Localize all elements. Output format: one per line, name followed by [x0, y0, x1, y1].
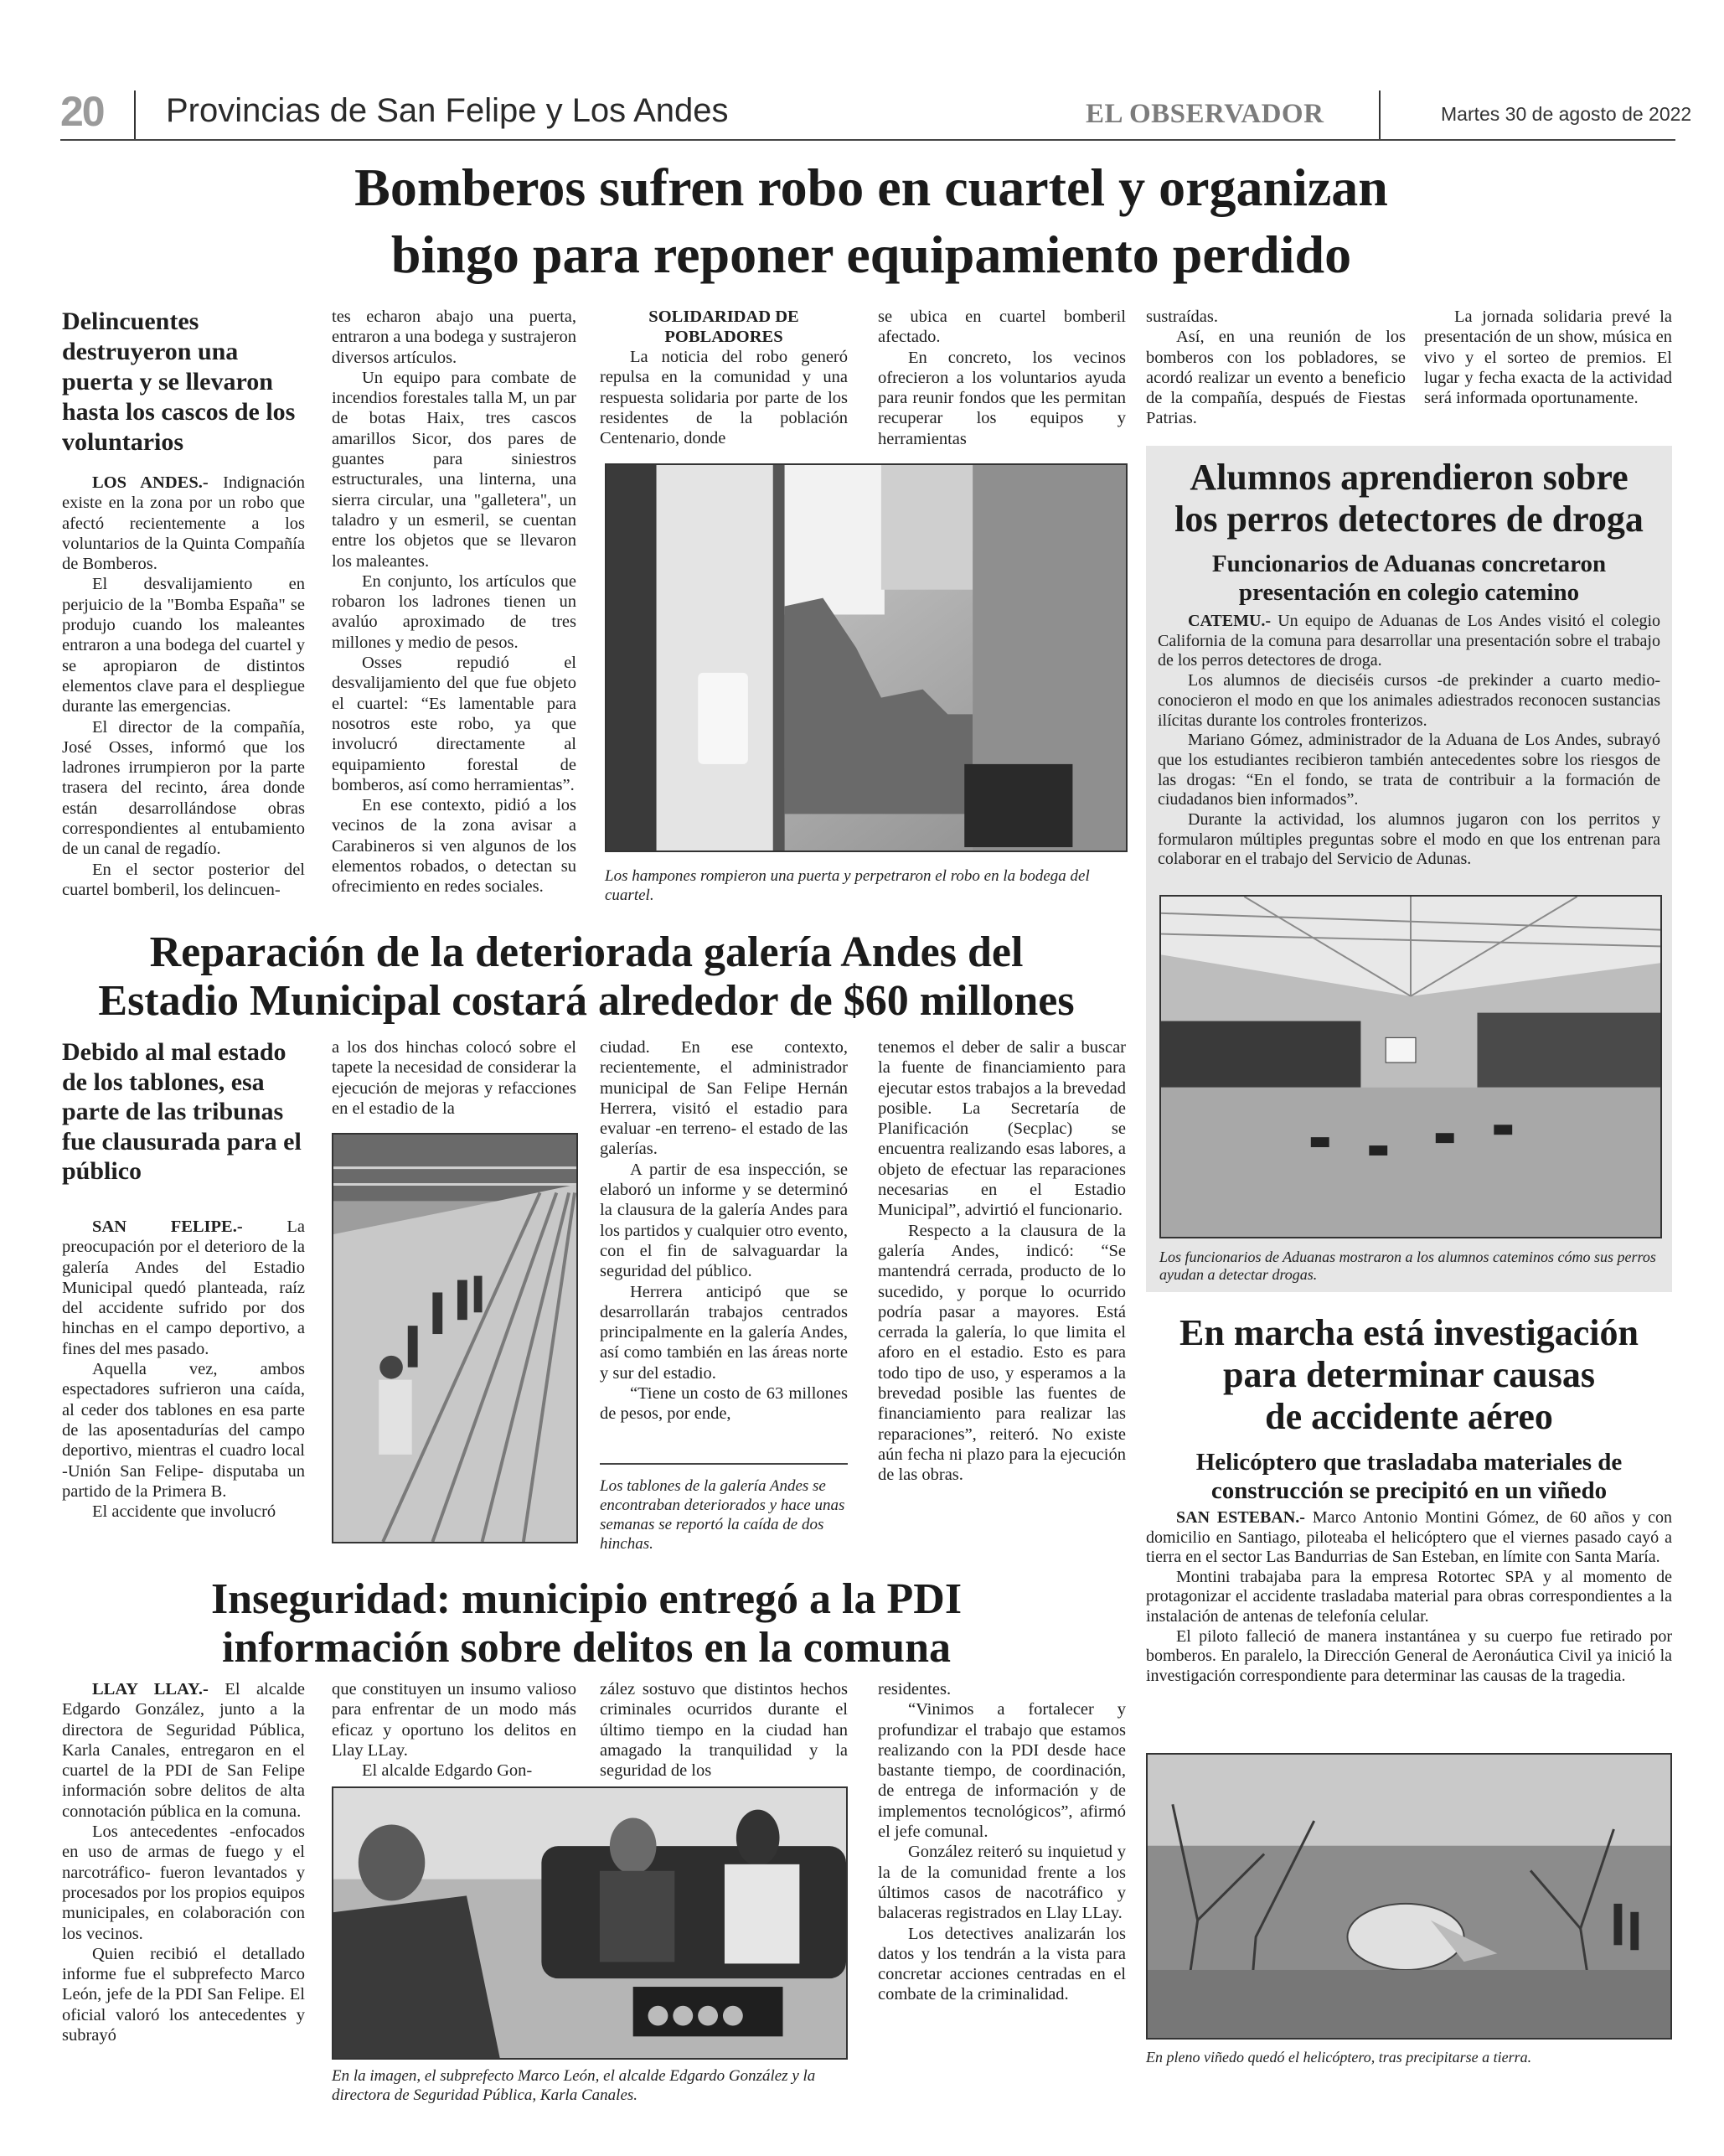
article-estadio-col3: ciudad. En ese contexto, recientemente, el administrador municipal de San Felipe Hernán Herrera, visitó el estadio para evaluar -en terreno- el estado de las galerías. A partir de esa inspección, se elaboró un informe y se determinó la clausura de la galería Andes para los partidos y cualquier otro evento, con el fin de salvaguardar la seguridad del público. Herrera anticipó que se desarrollarán trabajos centrados principalmente en la galería Andes, así como también en las áreas norte y sur del estadio. “Tiene un costo de 63 millones de pesos, por ende,	[600, 1038, 848, 1424]
paragraph: “Vinimos a fortalecer y profundizar el trabajo que estamos realizando con la PDI desde hace bastante tiempo, de coordinación, de entrega de información y de implementos tecnológicos”, afirmó el jefe comunal.	[878, 1700, 1126, 1842]
paragraph: Los detectives analizarán los datos y los tendrán a la vista para concretar acciones centradas en el combate de la criminalidad.	[878, 1924, 1126, 2004]
article-pdi-col2: que constituyen un insumo valioso para enfrentar de un modo más eficaz y oportuno los delitos en Llay LLay. El alcalde Edgardo Gon-	[332, 1680, 576, 1781]
article-bomberos-headline	[151, 154, 1592, 288]
article-helicoptero-body: SAN ESTEBAN.- Marco Antonio Montini Gómez, de 60 años y con domicilio en Santiago, piloteaba el helicóptero que el viernes pasado cayó a tierra en el sector Las Bandurrias de San Esteban, en límite con Santa María. Montini trabajaba para la empresa Rotortec SPA y al momento de protagonizar el accidente trasladaba material para obras correspondientes a la instalación de antenas de telefonía celular. El piloto falleció de manera instantánea y su cuerpo fue retirado por bomberos. En paralelo, la Dirección General de Aeronáutica Civil ya inició la investigación correspondiente para determinar las causas de la tragedia.	[1146, 1508, 1672, 1685]
issue-date: Martes 30 de agosto de 2022	[1441, 103, 1692, 125]
masthead-rule	[60, 139, 1675, 141]
photo-broken-door	[605, 463, 1128, 852]
article-pdi-headline	[42, 1575, 1131, 1673]
headline-line: de accidente aéreo	[1265, 1396, 1553, 1437]
article-aduanas-deck	[1146, 550, 1672, 607]
headline-line: Bomberos sufren robo en cuartel y organizan	[354, 158, 1388, 217]
headline-line: bingo para reponer equipamiento perdido	[390, 225, 1352, 284]
dateline: CATEMU.-	[1188, 612, 1272, 630]
paragraph: En ese contexto, pidió a los vecinos de la zona avisar a Carabineros si ven algunos de los elementos robados, o detectan su ofrecimiento en redes sociales.	[332, 796, 576, 897]
dateline: LLAY LLAY.-	[92, 1680, 209, 1698]
photo-gym-dogs	[1159, 895, 1662, 1238]
article-aduanas-headline	[1146, 457, 1672, 540]
article-bomberos-col3: SOLIDARIDAD DE POBLADORES La noticia del robo generó repulsa en la comunidad y una respuesta solidaria por parte de los residentes de la población Centenario, donde	[600, 308, 848, 448]
paragraph: Un equipo para combate de incendios forestales talla M, un par de botas Haix, tres cascos amarillos Sicor, dos pares de guantes para siniestros estructurales, una linterna, una sierra circular, una "galletera", un taladro y un esmeril, se cuentan entre los objetos que se llevaron los maleantes.	[332, 368, 576, 571]
meeting-image	[333, 1788, 846, 2058]
photo-stadium-bleachers	[332, 1133, 578, 1543]
article-estadio-col1: SAN FELIPE.- La preocupación por el deterioro de la galería Andes del Estadio Municipal quedó planteada, raíz del accidente sufrido por dos hinchas en el campo deportivo, a fines del mes pasado. Aquella vez, ambos espectadores sufrieron una caída, al ceder dos tablones en esa parte de las aposentadurías del campo deportivo, mientras el cuadro local -Unión San Felipe- disputaba un partido de la Primera B. El accidente que involucró	[62, 1218, 305, 1522]
photo-caption: Los tablones de la galería Andes se encontraban deteriorados y hace unas semanas se reportó la caída de dos hinchas.	[600, 1477, 845, 1553]
masthead-divider	[1379, 90, 1381, 139]
article-bomberos-col5: sustraídas. Así, en una reunión de los bomberos con los pobladores, se acordó realizar un evento a beneficio de la compañía, después de Fiestas Patrias.	[1146, 308, 1406, 428]
article-aduanas-body: CATEMU.- Un equipo de Aduanas de Los Andes visitó el colegio California de la comuna para desarrollar una presentación sobre el trabajo de los perros detectores de droga. Los alumnos de dieciséis cursos -de prekinder a cuarto medio- conocieron el modo en que los animales adiestrados reconocen sustancias ilícitas durante los controles fronterizos. Mariano Gómez, administrador de la Aduana de Los Andes, subrayó que los estudiantes recibieron también antecedentes sobre los riesgos de las drogas: “En el fondo, se trata de contribuir a la formación de ciudadanos bien informados”. Durante la actividad, los alumnos jugaron con los perritos y formularon múltiples preguntas sobre el modo en que los entrenan para colaborar en el trabajo del Servicio de Adunas.	[1158, 612, 1661, 869]
photo-caption: Los hampones rompieron una puerta y perpetraron el robo en la bodega del cuartel.	[605, 867, 1090, 904]
dateline: SAN ESTEBAN.-	[1176, 1508, 1305, 1527]
paragraph: El director de la compañía, José Osses, informó que los ladrones irrumpieron por la parte trasera del recinto, área donde están desarrollándose obras correspondientes al entubamiento de un canal de regadío.	[62, 717, 305, 859]
paragraph: Osses repudió el desvalijamiento del que fue objeto el cuartel: “Es lamentable para nosotros este robo, ya que involucró directamente al equipamiento forestal de bomberos, así como herramientas”.	[332, 654, 576, 794]
headline-line: En marcha está investigación	[1179, 1312, 1639, 1353]
headline-line: los perros detectores de droga	[1174, 499, 1644, 540]
paragraph: Montini trabajaba para la empresa Rotortec SPA y al momento de protagonizar el accidente trasladaba material para obras correspondientes a la instalación de antenas de telefonía celular.	[1146, 1567, 1672, 1626]
headline-line: Reparación de la deteriorada galería Andes del	[149, 928, 1024, 976]
photo-helicopter-crash	[1146, 1753, 1672, 2040]
paragraph: Los antecedentes -enfocados en uso de armas de fuego y el narcotráfico- fueron levantados y procesados por los propios equipos municipales, en colaboración con los vecinos.	[62, 1823, 305, 1943]
headline-line: para determinar causas	[1222, 1354, 1596, 1395]
article-bomberos-col6	[1424, 307, 1672, 408]
article-estadio-col4: tenemos el deber de salir a buscar la fuente de financiamiento para ejecutar estos trabajos a la brevedad posible. La Secretaría de Planificación (Secplac) se encuentra realizando esas labores, a objeto de efectuar las reparaciones necesarias en el Estadio Municipal”, advirtió el funcionario. Respecto a la clausura de la galería Andes, indicó: “Se mantendrá cerrada, producto de lo sucedido, y porque lo ocurrido podría pasar a mayores. Está cerrada la galería, lo que limita el aforo en el estadio. Esto es para todo tipo de uso, y esperamos a la brevedad posible las fuentes de financiamiento para realizar las reparaciones”, reiteró. No existe aún fecha ni plazo para la ejecución de las obras.	[878, 1038, 1126, 1485]
paragraph: El piloto falleció de manera instantánea y su cuerpo fue retirado por bomberos. En paralelo, la Dirección General de Aeronáutica Civil ya inició la investigación correspondiente para determinar las causas de la tragedia.	[1146, 1626, 1672, 1685]
paragraph: A partir de esa inspección, se elaboró un informe y se determinó la clausura de la galería Andes para los partidos y cualquier otro evento, con el fin de salvaguardar la seguridad del público.	[600, 1160, 848, 1281]
headline-line: Inseguridad: municipio entregó a la PDI	[210, 1575, 963, 1623]
dateline: LOS ANDES.-	[92, 473, 209, 492]
section-title: Provincias de San Felipe y Los Andes	[166, 92, 729, 129]
article-bomberos-col4: se ubica en cuartel bomberil afectado. En concreto, los vecinos ofrecieron a los voluntarios ayuda para reunir fondos que les permitan recuperar los equipos y herramientas	[878, 308, 1126, 448]
paragraph: Los alumnos de dieciséis cursos -de prekinder a cuarto medio- conocieron el modo en que los animales adiestrados reconocen sustancias ilícitas durante los controles fronterizos.	[1158, 671, 1660, 730]
article-bomberos-deck: Delincuentes destruyeron una puerta y se llevaron hasta los cascos de los voluntarios	[62, 308, 296, 456]
paragraph: Respecto a la clausura de la galería Andes, indicó: “Se mantendrá cerrada, producto de lo sucedido, y porque lo ocurrido podría pasar a mayores. Está cerrada la galería, lo que limita el aforo en el estadio. Esto es para todo tipo de uso, y esperamos a la brevedad posible las fuentes de financiamiento para realizar las reparaciones”, reiteró. No existe aún fecha ni plazo para la ejecución de las obras.	[878, 1221, 1126, 1485]
article-helicoptero-headline	[1146, 1312, 1672, 1438]
paragraph: Durante la actividad, los alumnos jugaron con los perritos y formularon múltiples preguntas sobre el modo en que los entrenan para colaborar en el trabajo del Servicio de Adunas.	[1158, 810, 1660, 869]
article-bomberos-col1: LOS ANDES.- Indignación existe en la zona por un robo que afectó recientemente a los voluntarios de la Quinta Compañía de Bomberos. El desvalijamiento en perjuicio de la "Bomba España" se produjo cuando los maleantes entraron a una bodega del cuartel y se apropiaron de distintos elementos clave para el despliegue durante las emergencias. El director de la compañía, José Osses, informó que los ladrones irrumpieron por la parte trasera del recinto, área donde están desarrollándose obras correspondientes al entubamiento de un canal de regadío. En el sector posterior del cuartel bomberil, los delincuen-	[62, 473, 305, 899]
masthead-divider	[134, 90, 136, 139]
paragraph: González reiteró su inquietud y la de la comunidad frente a los últimos casos de nacotráfico y balaceras registrados en Llay LLay.	[878, 1843, 1126, 1923]
subhead: SOLIDARIDAD DE POBLADORES	[648, 308, 799, 346]
deck-line: Helicóptero que trasladaba materiales de	[1195, 1449, 1623, 1476]
headline-line: Estadio Municipal costará alrededor de $60 millones	[98, 977, 1075, 1025]
photo-caption: En pleno viñedo quedó el helicóptero, tras precipitarse a tierra.	[1146, 2049, 1532, 2066]
paragraph: Así, en una reunión de los bomberos con los pobladores, se acordó realizar un evento a beneficio de la compañía, después de Fiestas Patrias.	[1146, 328, 1406, 428]
paragraph: En el sector posterior del cuartel bomberil, los delincuen-	[62, 860, 305, 899]
gym-image	[1161, 897, 1660, 1237]
deck-line: presentación en colegio catemino	[1238, 579, 1580, 606]
article-pdi-col3: zález sostuvo que distintos hechos criminales ocurridos durante el último tiempo en la ciudad han amagado la tranquilidad y la seguridad de los	[600, 1680, 848, 1781]
article-pdi-col4: residentes. “Vinimos a fortalecer y profundizar el trabajo que estamos realizando con la PDI desde hace bastante tiempo, de coordinación, de entrega de información y de implementos tecnológicos”, afirmó el jefe comunal. González reiteró su inquietud y la de la comunidad frente a los últimos casos de nacotráfico y balaceras registrados en Llay LLay. Los detectives analizarán los datos y los tendrán a la vista para concretar acciones centradas en el combate de la criminalidad.	[878, 1680, 1126, 2004]
caption-divider	[600, 1463, 848, 1465]
photo-caption: En la imagen, el subprefecto Marco León, el alcalde Edgardo González y la directora de Seguridad Pública, Karla Canales.	[332, 2067, 816, 2104]
paragraph: La jornada solidaria prevé la presentación de un show, música en vivo y el sorteo de premios. El lugar y fecha exacta de la actividad será informada oportunamente.	[1424, 308, 1672, 408]
newspaper-brand: EL OBSERVADOR	[1086, 99, 1324, 129]
deck-line: construcción se precipitó en un viñedo	[1210, 1477, 1608, 1504]
headline-line: información sobre delitos en la comuna	[221, 1624, 952, 1672]
paragraph: Herrera anticipó que se desarrollarán trabajos centrados principalmente en la galería Andes, así como también en las áreas norte y sur del estadio.	[600, 1282, 848, 1383]
article-bomberos-col2: tes echaron abajo una puerta, entraron a una bodega y sustrajeron diversos artículos. Un equipo para combate de incendios forestales talla M, un par de botas Haix, tres cascos amarillos Sicor, dos pares de guantes para siniestros estructurales, una linterna, una sierra circular, una "galletera", un taladro y un esmeril, se cuentan entre los objetos que se llevaron los maleantes. En conjunto, los artículos que robaron los ladrones tienen un avalúo aproximado de tres millones y medio de pesos. Osses repudió el desvalijamiento del que fue objeto el cuartel: “Es lamentable para nosotros este robo, ya que involucró directamente al equipamiento forestal de bomberos, así como herramientas”. En ese contexto, pidió a los vecinos de la zona avisar a Carabineros si ven algunos de los elementos robados, o detectan su ofrecimiento en redes sociales.	[332, 308, 577, 897]
stadium-image	[333, 1135, 576, 1542]
article-helicoptero-deck	[1146, 1448, 1672, 1505]
article-estadio-headline	[42, 928, 1131, 1026]
article-pdi-col1: LLAY LLAY.- El alcalde Edgardo González, junto a la directora de Seguridad Pública, Karla Canales, entregaron en el cuartel de la PDI de San Felipe información sobre delitos de alta connotación pública en la comuna. Los antecedentes -enfocados en uso de armas de fuego y el narcotráfico- fueron levantados y procesados por los propios equipos municipales, en colaboración con los vecinos. Quien recibió el detallado informe fue el subprefecto Marco León, jefe de la PDI San Felipe. El oficial valoró los antecedentes y subrayó	[62, 1680, 305, 2045]
photo-caption: Los funcionarios de Aduanas mostraron a los alumnos cateminos cómo sus perros ayudan a detectar drogas.	[1159, 1249, 1656, 1283]
photo-meeting	[332, 1786, 848, 2060]
page-number: 20	[60, 88, 104, 135]
paragraph: El desvalijamiento en perjuicio de la "Bomba España" se produjo cuando los maleantes entraron a una bodega del cuartel y se apropiaron de distintos elementos clave para el despliegue durante las emergencias.	[62, 575, 305, 716]
paragraph: En conjunto, los artículos que robaron los ladrones tienen un avalúo aproximado de tres millones y medio de pesos.	[332, 571, 576, 652]
article-estadio-deck: Debido al mal estado de los tablones, esa parte de las tribunas fue clausurada para el público	[62, 1038, 302, 1185]
paragraph: Mariano Gómez, administrador de la Aduana de Los Andes, subrayó que los estudiantes recibieron también antecedentes sobre los riesgos de las drogas: “En el fondo, se trata de contribuir a la formación de ciudadanos bien informados”.	[1158, 731, 1660, 809]
helicopter-image	[1148, 1755, 1670, 2038]
deck-line: Funcionarios de Aduanas concretaron	[1211, 551, 1607, 577]
broken-door-image	[606, 465, 1126, 851]
article-estadio-col2: a los dos hinchas colocó sobre el tapete la necesidad de considerar la ejecución de mejoras y refacciones en el estadio de la	[332, 1038, 576, 1118]
headline-line: Alumnos aprendieron sobre	[1190, 457, 1629, 498]
dateline: SAN FELIPE.-	[92, 1218, 243, 1236]
paragraph: Aquella vez, ambos espectadores sufrieron una caída, al ceder dos tablones en esa parte de las aposentadurías del campo deportivo, mientras el cuadro local -Unión San Felipe- disputaba un partido de la Primera B.	[62, 1360, 305, 1501]
